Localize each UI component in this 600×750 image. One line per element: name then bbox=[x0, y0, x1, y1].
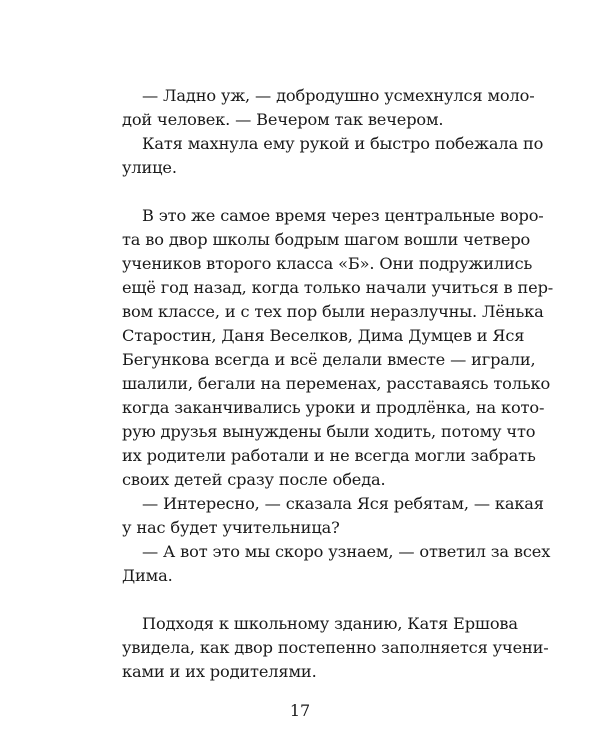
text-line: Старостин, Даня Веселков, Дима Думцев и Яся bbox=[122, 326, 525, 345]
text-line: вом классе, и с тех пор были неразлучны. Лёнька bbox=[122, 302, 544, 321]
text-line: учеников второго класса «Б». Они подружились bbox=[122, 254, 533, 273]
text-line: ками и их родителями. bbox=[122, 662, 317, 681]
text-line: ещё год назад, когда только начали учиться в пер- bbox=[122, 278, 554, 297]
text-line: та во двор школы бодрым шагом вошли четверо bbox=[122, 230, 531, 249]
text-line: — Интересно, — сказала Яся ребятам, — какая bbox=[142, 494, 544, 513]
text-line: у нас будет учительница? bbox=[122, 518, 340, 537]
page-number: 17 bbox=[289, 701, 311, 720]
text-line: своих детей сразу после обеда. bbox=[122, 470, 386, 489]
text-line: — Ладно уж, — добродушно усмехнулся моло- bbox=[142, 86, 535, 105]
text-line: — А вот это мы скоро узнаем, — ответил за всех bbox=[142, 542, 551, 561]
text-line: дой человек. — Вечером так вечером. bbox=[122, 110, 444, 129]
text-line: увидела, как двор постепенно заполняется учени- bbox=[122, 638, 549, 657]
text-line: рую друзья вынуждены были ходить, потому что bbox=[122, 422, 536, 441]
text-line: Бегункова всегда и всё делали вместе — играли, bbox=[122, 350, 536, 369]
text-line: шалили, бегали на переменах, расставаясь только bbox=[122, 374, 551, 393]
text-line: В это же самое время через центральные воро- bbox=[142, 206, 544, 225]
text-line: Дима. bbox=[122, 566, 173, 585]
text-line: Подходя к школьному зданию, Катя Ершова bbox=[142, 614, 518, 633]
text-line: улице. bbox=[122, 158, 177, 177]
text-line: когда заканчивались уроки и продлёнка, на кото- bbox=[122, 398, 545, 417]
text-line: Катя махнула ему рукой и быстро побежала по bbox=[142, 134, 544, 153]
text-line: их родители работали и не всегда могли забрать bbox=[122, 446, 536, 465]
